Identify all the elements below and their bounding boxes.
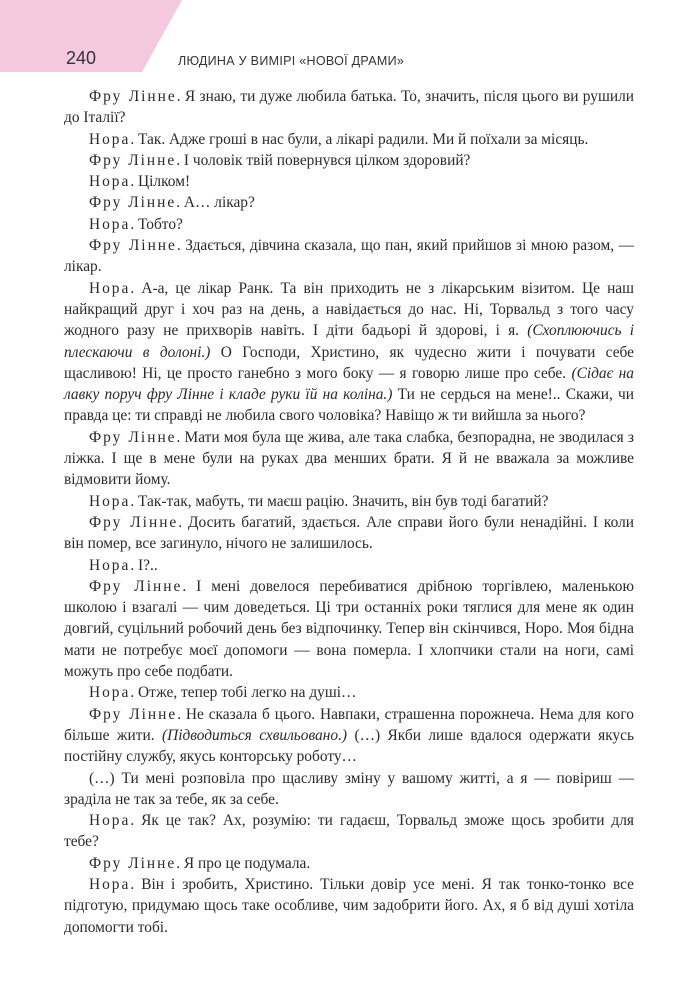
speaker-name: Фру Лінне bbox=[89, 194, 177, 212]
speaker-name: Нора bbox=[89, 875, 131, 893]
line-text: . Досить багатий, здається. Але справи його були ненадійні. І коли він помер, все загинуло, нічого не залишилось. bbox=[64, 513, 634, 553]
speaker-name: Фру Лінне bbox=[89, 428, 177, 446]
dialogue-line bbox=[64, 810, 634, 853]
line-text: . І?.. bbox=[130, 556, 158, 574]
dialogue-line bbox=[64, 576, 634, 682]
line-text: . Я знаю, ти дуже любила батька. То, значить, після цього ви рушили до Італії? bbox=[64, 88, 634, 127]
stage-direction: (Схоплюючись і плескаючи в долоні.) bbox=[64, 322, 634, 361]
speaker-name: Фру Лінне bbox=[89, 88, 177, 105]
line-text: . І мені довелося перебиватися дрібною торгівлею, маленькою школою і взагалі — чим доведеться. Ці три останніх роки тяглися для мене як один довгий, суцільний робочий день без відпочинку. Тепер він скінчився, Норо. Моя бідна мати не потребує моєї допомоги — вона померла. І хлопчики стали на ноги, самі можуть про себе подбати. bbox=[64, 577, 635, 681]
speaker-name: Нора bbox=[89, 812, 131, 830]
running-head: ЛЮДИНА У ВИМІРІ «НОВОЇ ДРАМИ» bbox=[178, 54, 405, 68]
stage-direction: (Підводиться схвильовано.) bbox=[154, 726, 348, 744]
dialogue-line bbox=[64, 555, 634, 576]
speaker-name: Нора bbox=[89, 684, 131, 702]
speaker-name: Нора bbox=[89, 492, 131, 510]
line-text: . І чоловік твій повернувся цілком здоровий? bbox=[176, 151, 471, 169]
line-text: . Не сказала б цього. Навпаки, страшенна порожнеча. Нема для кого більше жити. bbox=[64, 705, 634, 744]
dialogue-line bbox=[64, 768, 634, 811]
dialogue-line bbox=[64, 235, 634, 278]
dialogue-line bbox=[64, 214, 634, 235]
line-text: (…) Якби лише вдалося одержати якусь постійну службу, якусь конторську роботу… bbox=[64, 726, 634, 766]
dialogue-line bbox=[64, 491, 634, 512]
line-text: . Я про це подумала. bbox=[176, 854, 311, 872]
dialogue-line bbox=[64, 427, 634, 491]
dialogue-line bbox=[64, 704, 634, 768]
speaker-name: Фру Лінне bbox=[89, 577, 183, 595]
line-text: . А… лікар? bbox=[176, 194, 255, 212]
line-text: . Так. Адже гроші в нас були, а лікарі радили. Ми й поїхали за місяць. bbox=[130, 130, 589, 148]
speaker-name: Фру Лінне bbox=[89, 705, 178, 723]
speaker-name: Нора bbox=[89, 130, 131, 148]
line-text: . Як це так? Ах, розумію: ти гадаєш, Торвальд зможе щось зробити для тебе? bbox=[64, 812, 634, 851]
speaker-name: Фру Лінне bbox=[89, 854, 177, 872]
line-text: . А-а, це лікар Ранк. Та він приходить не з лікарським візитом. Це наш найкращий друг і хоч раз на день, а навідається до нас. Ні, Торвальд з того часу жодного разу не прихворів навіть. І діти бадьорі й здорові, і я. bbox=[64, 279, 634, 340]
page-number: 240 bbox=[66, 48, 97, 68]
line-text: . Так-так, мабуть, ти маєш рацію. Значить, він був тоді багатий? bbox=[130, 492, 549, 510]
speaker-name: Нора bbox=[89, 556, 131, 574]
line-text: О Господи, Христино, як чудесно жити і почувати себе щасливою! Ні, це просто ганебно з мого боку — я говорю лише про себе. bbox=[64, 343, 634, 382]
stage-direction: (Сідає на лавку поруч фру Лінне і кладе руки їй на коліна.) bbox=[64, 364, 634, 404]
speaker-name: Нора bbox=[89, 215, 131, 233]
dialogue-line bbox=[64, 129, 634, 150]
speaker-name: Фру Лінне bbox=[89, 513, 179, 531]
speaker-name: Фру Лінне bbox=[89, 237, 177, 255]
line-text: . Цілком! bbox=[130, 173, 191, 191]
line-text: . Отже, тепер тобі легко на душі… bbox=[130, 684, 357, 702]
dialogue-line bbox=[64, 86, 634, 129]
dialogue-line bbox=[64, 874, 634, 938]
line-text: . Мати моя була ще жива, але така слабка, безпорадна, не зводилася з ліжка. І ще в мене були на руках два менших брати. Я й не вважала за можливе відмовити йому. bbox=[64, 428, 634, 489]
dialogue-text bbox=[64, 86, 634, 938]
line-text: . Здається, дівчина сказала, що пан, який прийшов зі мною разом, — лікар. bbox=[64, 237, 635, 276]
dialogue-line bbox=[64, 192, 634, 213]
dialogue-line bbox=[64, 171, 634, 192]
speaker-name: Нора bbox=[89, 279, 131, 297]
line-text: . Він і зробить, Христино. Тільки довір усе мені. Я так тонко-тонко все підготую, придумаю щось таке особливе, чим задобрити його. Ах, я б від душі хотіла допомогти тобі. bbox=[64, 875, 634, 936]
line-text: . Тобто? bbox=[130, 215, 183, 233]
dialogue-line bbox=[64, 512, 634, 555]
speaker-name: Нора bbox=[89, 173, 131, 191]
dialogue-line bbox=[64, 150, 634, 171]
line-text: Ти не сердься на мене!.. Скажи, чи правда це: ти справді не любила свого чоловіка? Навіщо ж ти вийшла за нього? bbox=[64, 386, 634, 425]
dialogue-line bbox=[64, 853, 634, 874]
dialogue-line bbox=[64, 682, 634, 703]
line-text: (…) Ти мені розповіла про щасливу зміну у вашому житті, а я — повіриш — зраділа не так за тебе, як за себе. bbox=[64, 769, 634, 808]
dialogue-line bbox=[64, 278, 634, 427]
speaker-name: Фру Лінне bbox=[89, 151, 177, 169]
